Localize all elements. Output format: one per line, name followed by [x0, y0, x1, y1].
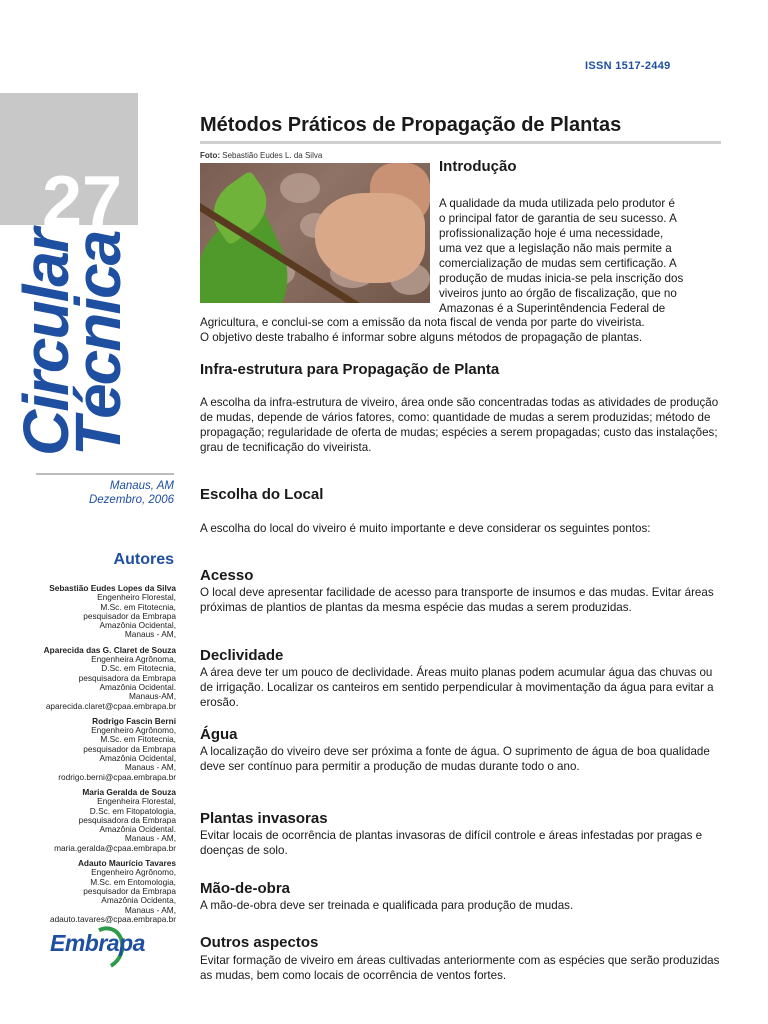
acesso-text: O local deve apresentar facilidade de acesso para transporte de insumos e das mudas. Evitar áreas próximas de plantios de plantas da mesma espécie das mudas a serem produzidas.	[200, 586, 714, 614]
intro-line: O objetivo deste trabalho é informar sobre alguns métodos de propagação de plantas.	[200, 331, 643, 344]
invasoras-text: Evitar locais de ocorrência de plantas invasoras de difícil controle e áreas infestadas por pragas e doenças de solo.	[200, 829, 703, 857]
section-heading-acesso: Acesso	[200, 567, 254, 584]
author-line: Amazônia Ocidental.	[99, 681, 176, 692]
issue-number: 27	[42, 162, 123, 242]
declividade-text: A área deve ter um pouco de declividade. Áreas muito planas podem acumular água das chuvas ou de irrigação. Localizar os canteiros em sentido perpendicular à movimentação da água para evitar a erosão.	[200, 666, 714, 709]
author-entry	[16, 646, 176, 711]
author-line: Engenheiro Florestal,	[97, 592, 176, 603]
author-email[interactable]: rodrigo.berni@cpaa.embrapa.br	[58, 771, 176, 782]
section-heading-maodeobra: Mão-de-obra	[200, 880, 290, 897]
page-title: Métodos Práticos de Propagação de Plantas	[200, 114, 622, 136]
author-line: pesquisador da Embrapa	[83, 610, 176, 621]
title-divider	[200, 141, 721, 144]
author-line: Engenheira Florestal,	[97, 796, 176, 807]
series-title	[10, 226, 152, 456]
series-title-line2: Técnica	[62, 231, 135, 456]
intro-line: Amazonas é a Superintêndencia Federal de	[439, 302, 666, 315]
author-line: Manaus - AM,	[124, 904, 176, 915]
intro-text-narrow	[439, 196, 724, 316]
intro-text-wide	[200, 315, 728, 345]
author-line: M.Sc. em Fitotecnia,	[100, 601, 176, 612]
authors-list	[16, 584, 176, 930]
author-line: pesquisadora da Embrapa	[78, 814, 176, 825]
intro-line: viveiros junto ao órgão de fiscalização, que no	[439, 287, 677, 300]
intro-line: o principal fator de garantia de seu sucesso. A	[439, 212, 677, 225]
series-title-line1: Circular	[10, 230, 82, 456]
intro-line: profissionalização hoje é uma necessidade,	[439, 227, 664, 240]
author-line: Manaus - AM,	[124, 629, 176, 640]
intro-line: Agricultura, e conclui-se com a emissão da nota fiscal de venda por parte do viveirista.	[200, 316, 645, 329]
author-email[interactable]: adauto.tavares@cpaa.embrapa.br	[49, 913, 176, 924]
photo-caption	[200, 151, 322, 160]
author-name: Maria Geralda de Souza	[82, 786, 176, 797]
place: Manaus, AM	[109, 480, 174, 492]
intro-line: produção de mudas inicia-se pela inscrição dos	[439, 272, 684, 285]
author-line: Amazônia Ocidental,	[99, 620, 176, 631]
section-heading-introducao: Introdução	[439, 158, 517, 175]
section-heading-invasoras: Plantas invasoras	[200, 810, 328, 827]
photo-caption-label: Foto:	[200, 151, 220, 160]
intro-line: A qualidade da muda utilizada pelo produtor é	[439, 197, 675, 210]
author-line: Amazônia Ocidental,	[99, 753, 176, 764]
maodeobra-text: A mão-de-obra deve ser treinada e qualificada para produção de mudas.	[200, 899, 574, 912]
date: Dezembro, 2006	[88, 494, 174, 506]
sidebar-divider	[36, 473, 174, 475]
outros-text: Evitar formação de viveiro em áreas cultivadas anteriormente com as espécies que serão produzidas as mudas, bem como locais de ocorrência de ventos fortes.	[200, 954, 720, 982]
author-line: Amazônia Ocidental.	[99, 824, 176, 835]
author-line: pesquisador da Embrapa	[83, 743, 176, 754]
agua-text: A localização do viveiro deve ser próxima a fonte de água. O suprimento de água de boa qualidade deve ser contínuo para permitir a produção de mudas durante todo o ano.	[200, 745, 710, 773]
author-name: Aparecida das G. Claret de Souza	[43, 644, 176, 655]
author-line: Amazônia Ocidenta,	[101, 895, 176, 906]
author-line: D.Sc. em Fitopatologia,	[89, 805, 176, 816]
author-entry	[16, 859, 176, 924]
author-line: M.Sc. em Fitotecnia,	[100, 734, 176, 745]
author-entry	[16, 788, 176, 853]
author-line: M.Sc. em Entomologia,	[90, 876, 176, 887]
author-email[interactable]: aparecida.claret@cpaa.embrapa.br	[45, 700, 176, 711]
photo-caption-text: Sebastião Eudes L. da Silva	[222, 151, 323, 160]
intro-line: uma vez que a legislação não mais permite a	[439, 242, 672, 255]
author-name: Sebastião Eudes Lopes da Silva	[49, 583, 176, 593]
author-entry	[16, 584, 176, 640]
intro-line: comercialização de mudas sem certificação. A	[439, 257, 677, 270]
section-heading-infra: Infra-estrutura para Propagação de Planta	[200, 361, 500, 378]
author-line: Engenheira Agrônoma,	[91, 654, 176, 665]
infra-text: A escolha da infra-estrutura de viveiro, área onde são concentradas todas as atividades de produção de mudas, depende de vários fatores, como: quantidade de mudas a serem produzidas; método de propagação; regularidade de oferta de mudas; espécies a serem propagadas; custo das instalações; grau de tecnificação do viveirista.	[200, 396, 719, 454]
author-line: Engenheiro Agrônomo,	[91, 867, 176, 878]
author-line: pesquisadora da Embrapa	[78, 672, 176, 683]
author-line: pesquisador da Embrapa	[83, 885, 176, 896]
place-date	[36, 479, 174, 507]
author-line: Manaus - AM,	[124, 762, 176, 773]
author-name: Rodrigo Fascin Berni	[92, 715, 176, 726]
author-line: Manaus-AM,	[128, 691, 176, 702]
section-heading-local: Escolha do Local	[200, 486, 324, 503]
author-email[interactable]: maria.geralda@cpaa.embrapa.br	[54, 842, 176, 853]
author-line: Engenheiro Agrônomo,	[91, 725, 176, 736]
author-line: Manaus - AM,	[124, 833, 176, 844]
local-text: A escolha do local do viveiro é muito importante e deve considerar os seguintes pontos:	[200, 522, 651, 535]
author-name: Adauto Maurício Tavares	[77, 858, 176, 869]
author-entry	[16, 717, 176, 782]
section-heading-agua: Água	[200, 726, 238, 743]
embrapa-logo: Embrapa	[50, 930, 145, 956]
section-heading-outros: Outros aspectos	[200, 934, 319, 951]
authors-heading: Autores	[113, 551, 174, 568]
section-heading-declividade: Declividade	[200, 647, 284, 664]
author-line: D.Sc. em Fitotecnia,	[101, 663, 176, 674]
issn-label: ISSN 1517-2449	[585, 60, 671, 72]
plant-propagation-photo	[200, 163, 430, 303]
